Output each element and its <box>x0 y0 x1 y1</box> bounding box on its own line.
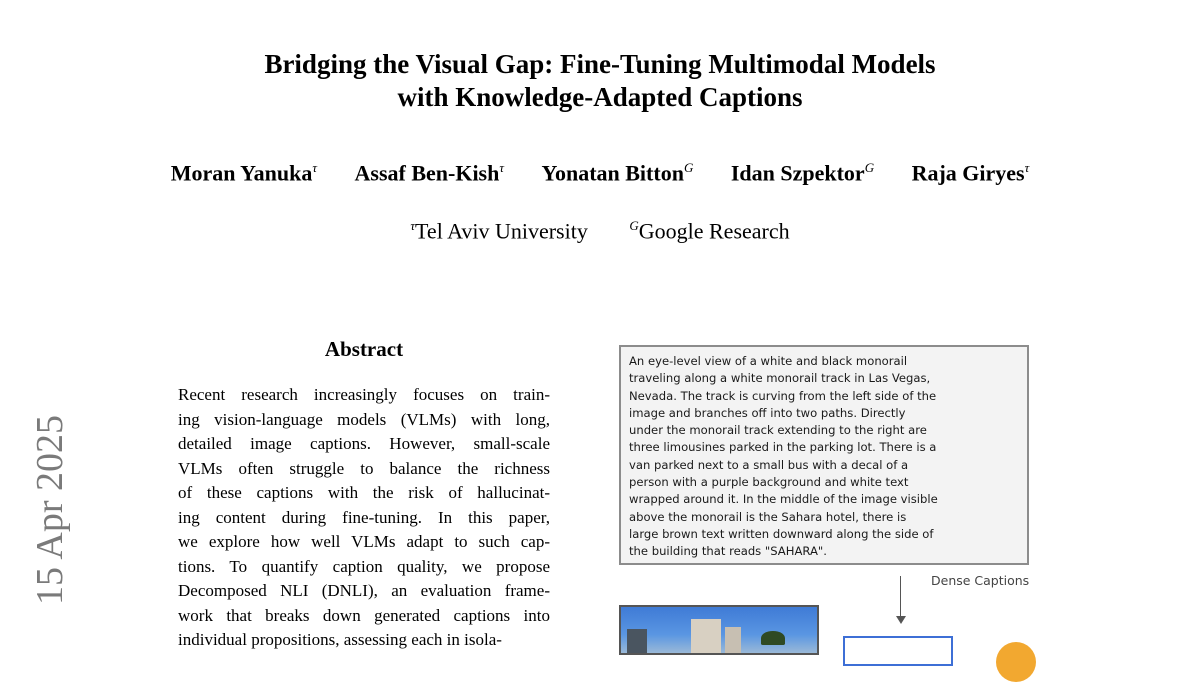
author-name: Idan Szpektor <box>730 160 865 186</box>
author-affil-mark: τ <box>499 160 505 175</box>
orange-circle-icon <box>996 642 1036 682</box>
palm-tree-shape <box>761 631 785 645</box>
author-list <box>0 160 1200 186</box>
abstract-heading: Abstract <box>324 337 404 361</box>
author <box>731 160 874 186</box>
building-shape <box>627 629 647 655</box>
dense-captions-label: Dense Captions <box>931 573 1030 588</box>
author <box>912 160 1030 186</box>
caption-line: person with a purple background and white text <box>629 475 909 490</box>
abstract-line: individual propositions, assessing each in isola- <box>178 630 502 649</box>
author-affil-mark: τ <box>1024 160 1030 175</box>
affiliation-list <box>0 218 1200 244</box>
abstract-line: ing content during fine-tuning. In this paper, <box>178 507 550 527</box>
title-line-2: with Knowledge-Adapted Captions <box>397 82 803 112</box>
author-name: Yonatan Bitton <box>541 160 684 186</box>
abstract-line: Decomposed NLI (DNLI), an evaluation frame- <box>178 581 550 600</box>
caption-line: the building that reads "SAHARA". <box>629 544 827 559</box>
arxiv-date-stamp <box>20 415 80 648</box>
abstract-line: work that breaks down generated captions into <box>178 605 550 625</box>
caption-line: traveling along a white monorail track in Las Vegas, <box>629 371 931 386</box>
author-name: Moran Yanuka <box>170 160 313 186</box>
arxiv-date-text: 15 Apr 2025 <box>29 415 71 605</box>
author <box>171 160 317 186</box>
abstract-line: ing vision-language models (VLMs) with long, <box>178 409 550 429</box>
building-shape <box>725 627 741 655</box>
affiliation-mark: G <box>629 218 639 233</box>
model-box <box>843 636 953 666</box>
dense-caption-box <box>619 345 1029 565</box>
down-arrow-line <box>900 576 901 618</box>
caption-line: under the monorail track extending to the right are <box>629 423 927 438</box>
caption-line: image and branches off into two paths. Directly <box>629 405 906 420</box>
abstract-line: we explore how well VLMs adapt to such cap- <box>178 532 550 551</box>
author-name: Raja Giryes <box>911 160 1025 186</box>
affiliation <box>629 218 789 244</box>
title-line-1: Bridging the Visual Gap: Fine-Tuning Multimodal Models <box>264 49 936 79</box>
teaser-figure <box>610 340 1060 648</box>
abstract-line: tions. To quantify caption quality, we propose <box>178 556 550 576</box>
affiliation-name: Tel Aviv University <box>415 218 588 244</box>
author <box>542 160 694 186</box>
abstract-body <box>178 383 550 653</box>
caption-line: above the monorail is the Sahara hotel, there is <box>629 509 907 524</box>
hotel-shape <box>691 619 721 655</box>
caption-line: wrapped around it. In the middle of the image visible <box>629 492 938 507</box>
caption-line: large brown text written downward along the side of <box>629 526 934 541</box>
affiliation-mark: τ <box>410 218 416 233</box>
caption-line: Nevada. The track is curving from the left side of the <box>629 388 937 403</box>
down-arrow-icon <box>896 616 906 624</box>
abstract-line: detailed image captions. However, small-scale <box>178 434 550 453</box>
author <box>355 160 505 186</box>
affiliation <box>410 218 587 244</box>
author-affil-mark: τ <box>312 160 317 175</box>
abstract-line: of these captions with the risk of hallucinat- <box>178 483 550 502</box>
abstract-line: Recent research increasingly focuses on train- <box>178 385 550 404</box>
author-affil-mark: G <box>683 160 694 175</box>
affiliation-name: Google Research <box>638 218 790 244</box>
caption-line: three limousines parked in the parking lot. There is a <box>629 440 937 455</box>
abstract-line: VLMs often struggle to balance the richness <box>178 458 550 478</box>
caption-line: van parked next to a small bus with a decal of a <box>629 457 909 472</box>
author-name: Assaf Ben-Kish <box>354 160 500 186</box>
paper-title <box>0 48 1200 114</box>
caption-line: An eye-level view of a white and black monorail <box>629 354 908 368</box>
author-affil-mark: G <box>864 160 875 175</box>
